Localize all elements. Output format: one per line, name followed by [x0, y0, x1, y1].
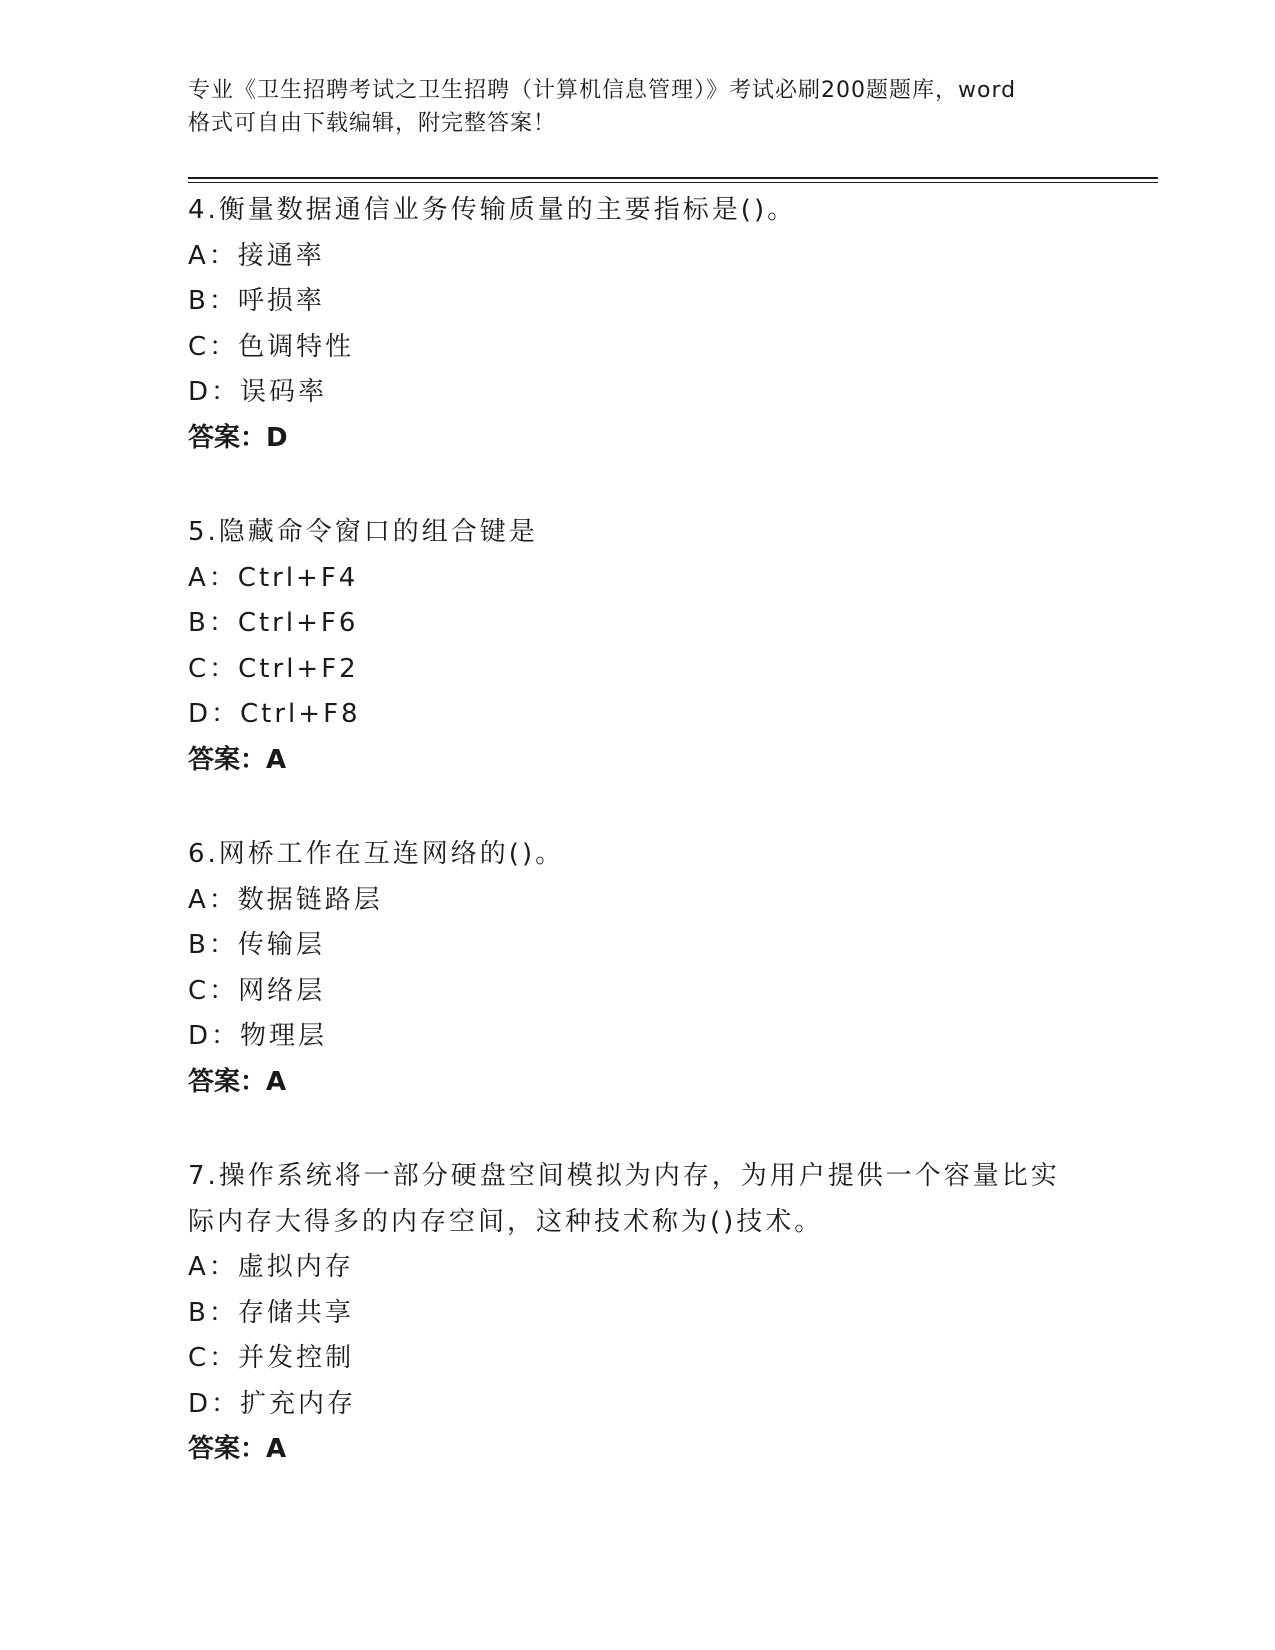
option-a: A：接通率 [188, 240, 325, 271]
option-b: B：Ctrl+F6 [188, 608, 359, 638]
question-text-line-1: 7.操作系统将一部分硬盘空间模拟为内存，为用户提供一个容量比实 [188, 1161, 1060, 1191]
question-list [188, 188, 1088, 1522]
answer-line: 答案：A [188, 1066, 287, 1097]
question-6 [188, 832, 1088, 1105]
question-5 [188, 510, 1088, 783]
option-c: C：Ctrl+F2 [188, 653, 359, 684]
question-7 [188, 1154, 1088, 1473]
option-d: D：扩充内存 [188, 1388, 357, 1419]
option-b: B：存储共享 [188, 1297, 354, 1328]
header-title-line-2: 格式可自由下载编辑，附完整答案！ [188, 111, 557, 136]
answer-line: 答案：A [188, 744, 287, 775]
option-c: C：并发控制 [188, 1343, 355, 1373]
option-c: C：网络层 [188, 975, 326, 1006]
option-a: A：数据链路层 [188, 884, 383, 915]
option-c: C：色调特性 [188, 331, 355, 362]
option-a: A：虚拟内存 [188, 1252, 354, 1282]
option-d: D：物理层 [188, 1021, 328, 1051]
option-a: A：Ctrl+F4 [188, 562, 359, 593]
answer-line: 答案：D [188, 422, 288, 453]
header-title-line-1: 专业《卫生招聘考试之卫生招聘（计算机信息管理）》考试必刷200题题库，word [188, 78, 1017, 103]
question-text: 5.隐藏命令窗口的组合键是 [188, 517, 538, 547]
option-d: D：Ctrl+F8 [188, 699, 361, 729]
option-b: B：传输层 [188, 930, 325, 960]
question-text: 4.衡量数据通信业务传输质量的主要指标是()。 [188, 195, 797, 225]
question-text-line-2: 际内存大得多的内存空间，这种技术称为()技术。 [188, 1206, 824, 1237]
question-4 [188, 188, 1088, 461]
question-text: 6.网桥工作在互连网络的()。 [188, 839, 565, 869]
document-header [188, 74, 1088, 140]
option-b: B：呼损率 [188, 286, 325, 316]
answer-line: 答案：A [188, 1434, 287, 1464]
option-d: D：误码率 [188, 377, 328, 407]
header-divider [188, 177, 1158, 183]
